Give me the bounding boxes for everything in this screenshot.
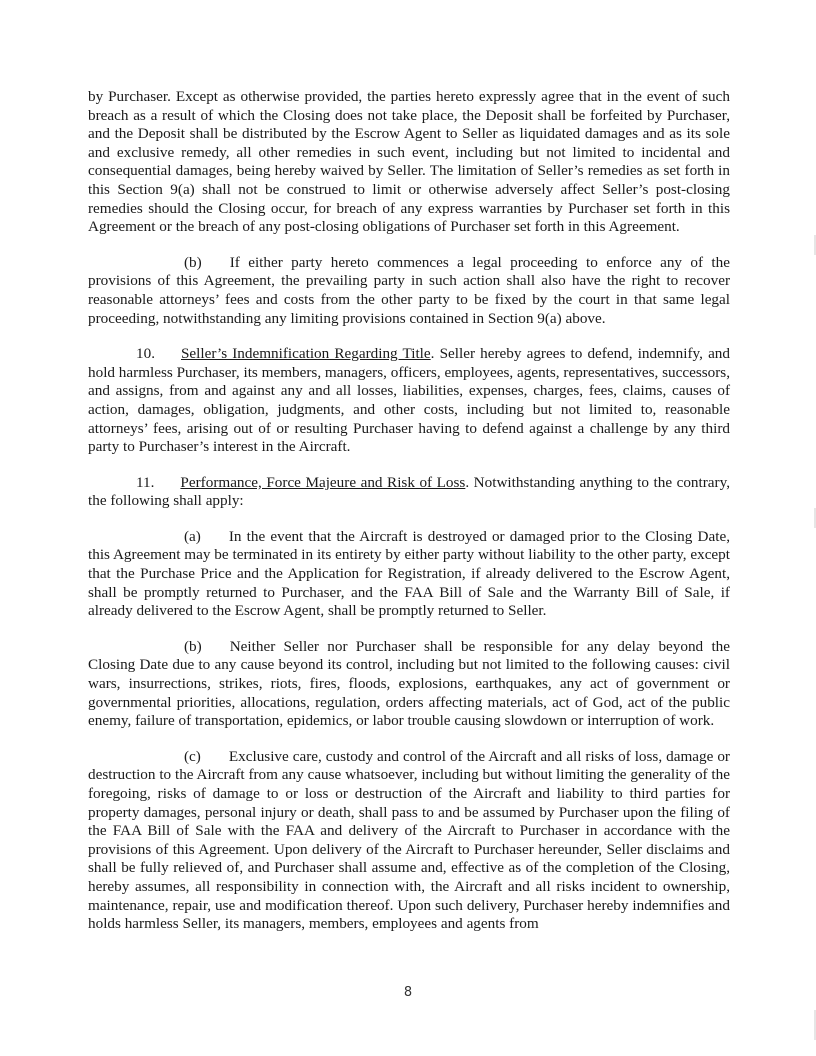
- section-text: . Seller hereby agrees to defend, indemnify, and hold harmless Purchaser, its members, managers, officers, employees, agents, representatives, successors, and assigns, from and against any and all losses, liabilities, expenses, charges, fees, claims, causes of action, damages, obligation, judgments, and other costs, including but not limited to, reasonable attorneys’ fees, arising out of or resulting Purchaser having to defend against a challenge by any third party to Purchaser’s interest in the Aircraft.: [88, 345, 730, 456]
- paragraph-9b: [88, 254, 730, 328]
- clause-label: (c): [184, 747, 201, 765]
- paragraph-9a-continuation: by Purchaser. Except as otherwise provided, the parties hereto expressly agree that in the event of such breach as a result of which the Closing does not take place, the Deposit shall be forfeited by Purchaser, and the Deposit shall be distributed by the Escrow Agent to Seller as liquidated damages and as its sole and exclusive remedy, all other remedies in such event, including but not limited to incidental and consequential damages, being hereby waived by Seller. The limitation of Seller’s remedies as set forth in this Section 9(a) shall not be construed to limit or otherwise adversely affect Seller’s post-closing remedies should the Closing occur, for breach of any express warranties by Purchaser set forth in this Agreement or the breach of any post-closing obligations of Purchaser set forth in this Agreement.: [88, 88, 730, 236]
- section-number: 10.: [136, 345, 155, 363]
- clause-label: (b): [184, 253, 202, 271]
- paragraph-11a: [88, 528, 730, 621]
- section-heading: Seller’s Indemnification Regarding Title: [180, 345, 431, 363]
- document-page: [88, 88, 730, 951]
- paragraph-11b: [88, 638, 730, 731]
- section-text: . Notwithstanding anything to the contrary, the following shall apply:: [88, 473, 731, 510]
- section-11: [88, 474, 730, 511]
- clause-text: If either party hereto commences a legal proceeding to enforce any of the provisions of this Agreement, the prevailing party in such action shall also have the right to recover reasonable attorneys’ fees and costs from the other party to be fixed by the court in that same legal proceeding, notwithstanding any limiting provisions contained in Section 9(a) above.: [88, 253, 730, 327]
- page-number: 8: [403, 985, 413, 1000]
- clause-text: In the event that the Aircraft is destroyed or damaged prior to the Closing Date, this Agreement may be terminated in its entirety by either party without liability to the other party, except that the Purchase Price and the Application for Registration, if already delivered to the Escrow Agent, shall be promptly returned to Purchaser, and the FAA Bill of Sale and the Warranty Bill of Sale, if already delivered to the Escrow Agent, shall be promptly returned to Seller.: [88, 527, 730, 620]
- section-10: [88, 345, 730, 457]
- section-heading: Performance, Force Majeure and Risk of Loss: [180, 473, 466, 491]
- clause-label: (a): [184, 527, 201, 545]
- clause-text: Exclusive care, custody and control of the Aircraft and all risks of loss, damage or destruction to the Aircraft from any cause whatsoever, including but without limiting the generality of the foregoing, risks of damage to or loss or destruction of the Aircraft and liability to third parties for property damages, personal injury or death, shall pass to and be assumed by Purchaser upon the filing of the FAA Bill of Sale with the FAA and delivery of the Aircraft to Purchaser in accordance with the provisions of this Agreement. Upon delivery of the Aircraft to Purchaser hereunder, Seller disclaims and shall be fully relieved of, and Purchaser shall assume and, effective as of the completion of the Closing, hereby assumes, all responsibility in connection with, the Aircraft and all risks incident to ownership, maintenance, repair, use and modification thereof. Upon such delivery, Purchaser hereby indemnifies and holds harmless Seller, its managers, members, employees and agents from: [88, 747, 730, 933]
- section-number: 11.: [136, 473, 155, 491]
- clause-text: Neither Seller nor Purchaser shall be responsible for any delay beyond the Closing Date due to any cause beyond its control, including but not limited to the following causes: civil wars, insurrections, strikes, riots, fires, floods, explosions, earthquakes, any act of government or governmental priorities, allocations, regulation, orders affecting materials, act of God, act of the public enemy, failure of transportation, epidemics, or labor trouble causing slowdown or interruption of work.: [88, 637, 730, 730]
- clause-label: (b): [184, 637, 202, 655]
- paragraph-11c: [88, 748, 730, 934]
